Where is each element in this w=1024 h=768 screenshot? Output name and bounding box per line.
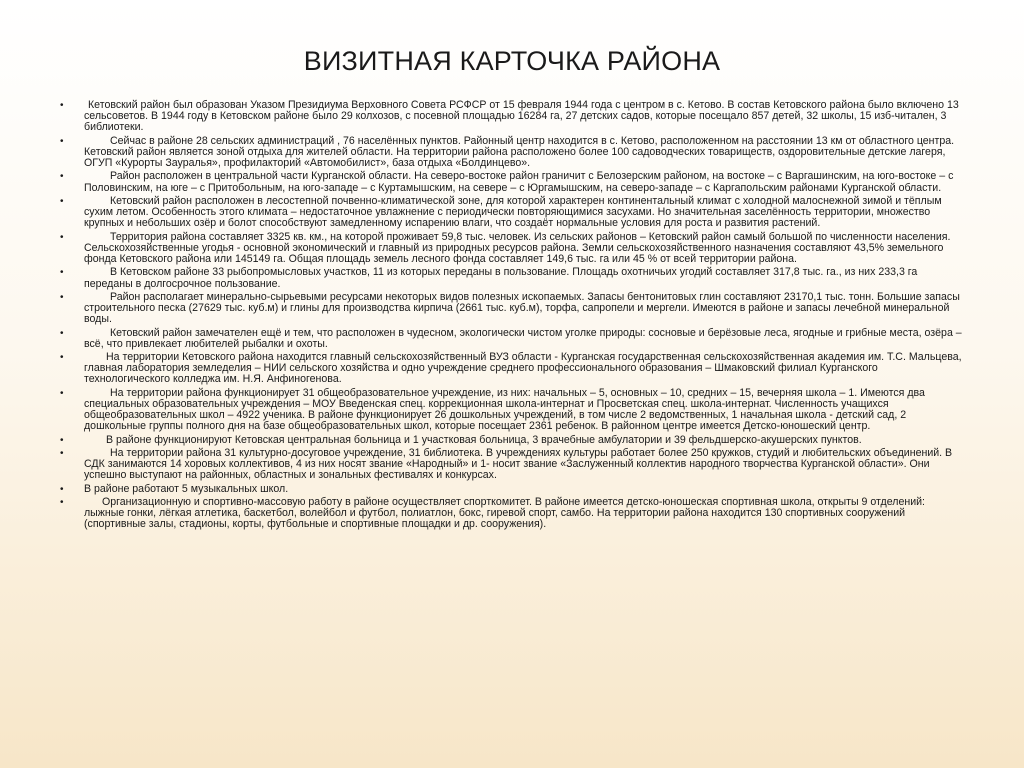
bullet-dot-icon: • <box>60 291 64 303</box>
bullet-dot-icon: • <box>60 434 64 446</box>
bullet-item-2 <box>60 136 965 170</box>
bullet-dot-icon: • <box>60 483 64 495</box>
bullet-dot-icon: • <box>60 231 64 243</box>
bullet-text: Организационную и спортивно-массовую работу в районе осуществляет спорткомитет. В районе имеется детско-юношеская спортивная школа, открыты 9 отделений: лыжные гонки, лёгкая атлетика, баскетбол, волейбол и футбол, полиатлон, бокс, гиревой спорт, самбо. На территории района находится 130 спортивных сооружений (спортивные залы, стадионы, корты, футбольные и спортивные площадки и др. сооружения). <box>84 495 925 531</box>
bullet-list <box>60 100 965 533</box>
bullet-item-4 <box>60 196 965 230</box>
bullet-item-9 <box>60 352 965 386</box>
bullet-text: В Кетовском районе 33 рыбопромысловых участков, 11 из которых переданы в пользование. Площадь охотничьих угодий составляет 317,8 тыс. га., из них 233,3 га переданы в долгосрочное пользование. <box>84 266 918 290</box>
bullet-text: На территории Кетовского района находится главный сельскохозяйственный ВУЗ области - Курганская государственная сельскохозяйственная академия им. Т.С. Мальцева, главная лаборатория земледелия – НИИ сельского хозяйства и одно учреждение среднего профессионального образования – Шмаковский филиал Курганского технологического колледжа им. Н.Я. Анфиногенова. <box>84 351 962 386</box>
bullet-text: Сейчас в районе 28 сельских администраций , 76 населённых пунктов. Районный центр находится в с. Кетово, расположенном на расстоянии 13 км от областного центра. Кетовский район является зоной отдыха для жителей области. На территории района расположено более 100 садоводческих товариществ, оздоровительные детские лагеря, ОГУП «Курорты Зауралья», профилакторий «Автомобилист», база отдыха «Болдинцево». <box>84 134 955 170</box>
bullet-item-11 <box>60 435 965 446</box>
bullet-dot-icon: • <box>60 100 64 111</box>
bullet-dot-icon: • <box>60 171 64 183</box>
bullet-text: На территории района 31 культурно-досуговое учреждение, 31 библиотека. В учреждениях культуры работает более 250 кружков, студий и любительских объединений. В СДК занимаются 14 хоровых коллективов, 4 из них носят звание «Народный» и 1- носит звание «Заслуженный коллектив народного творчества Курганской области». Они успешно выступают на районных, областных и зональных фестивалях и конкурсах. <box>84 446 953 482</box>
bullet-text: Кетовский район замечателен ещё и тем, что расположен в чудесном, экологически чистом уголке природы: сосновые и берёзовые леса, ягодные и грибные места, озёра – всё, что привлекает любителей рыбалки и охоты. <box>84 326 962 350</box>
bullet-text: Район расположен в центральной части Курганской области. На северо-востоке район граничит с Белозерским районом, на востоке – с Варгашинским, на юго-востоке – с Половинским, на юге – с Притобольным, на юго-западе – с Куртамышским, на севере – с Юргамышским, на северо-западе – с Каргапольским районами Курганской области. <box>84 170 954 194</box>
bullet-dot-icon: • <box>60 135 64 147</box>
slide-title: ВИЗИТНАЯ КАРТОЧКА РАЙОНА <box>303 46 721 76</box>
bullet-item-3 <box>60 171 965 193</box>
bullet-dot-icon: • <box>60 496 64 508</box>
bullet-item-10 <box>60 388 965 433</box>
bullet-item-5 <box>60 232 965 266</box>
bullet-item-14 <box>60 497 965 531</box>
bullet-item-6 <box>60 267 965 289</box>
bullet-dot-icon: • <box>60 352 64 364</box>
bullet-text: Кетовский район был образован Указом Президиума Верховного Совета РСФСР от 15 февраля 1944 года с центром в с. Кетово. В состав Кетовского района было включено 13 сельсоветов. В 1944 году в Кетовском районе было 29 колхозов, с посевной площадью 16284 га, 27 детских садов, которые посещало 857 детей, 32 школы, 15 изб-читален, 3 библиотеки. <box>84 99 959 134</box>
bullet-dot-icon: • <box>60 447 64 459</box>
bullet-text: На территории района функционирует 31 общеобразовательное учреждение, из них: начальных – 5, основных – 10, средних – 15, вечерняя школа – 1. Имеются два специальных образовательных учреждения – МОУ Введенская спец. коррекционная школа-интернат и Просветская спец. школа-интернат. Численность учащихся общеобразовательных школ – 4922 ученика. В районе функционирует 26 дошкольных учреждений, в том числе 2 ведомственных, 1 начальная школа - детский сад, 2 дошкольные группы полного дня на базе общеобразовательных школ, которые посещает 2361 ребенок. В районном центре имеется Детско-юношеский центр. <box>84 386 925 433</box>
bullet-text: В районе функционируют Кетовская центральная больница и 1 участковая больница, 3 врачебные амбулатории и 39 фельдшерско-акушерских пунктов. <box>106 433 862 446</box>
bullet-text: Территория района составляет 3325 кв. км., на которой проживает 59,8 тыс. человек. Из сельских районов – Кетовский район самый большой по численности населения. Сельскохозяйственные угодья - основной экономический и главный из природных ресурсов района. Земли сельскохозяйственного назначения составляют 43,5% земельного фонда Кетовского района или 145149 га. Общая площадь земель лесного фонда составляет 149,6 тыс. га или 45 % от всей территории района. <box>84 230 951 266</box>
bullet-item-12 <box>60 448 965 482</box>
bullet-text: Кетовский район расположен в лесостепной почвенно-климатической зоне, для которой характерен континентальный климат с холодной малоснежной зимой и тёплым сухим летом. Особенность этого климата – недостаточное увлажнение с периодически повторяющимися засухами. Но значительная заселённость территории, множество крупных и небольших озёр и болот способствуют замедленному испарению влаги, что создаёт нормальные условия для роста и развития растений. <box>84 194 942 230</box>
bullet-item-8 <box>60 328 965 350</box>
bullet-dot-icon: • <box>60 387 64 399</box>
bullet-dot-icon: • <box>60 267 64 279</box>
bullet-item-13 <box>60 484 965 495</box>
bullet-item-7 <box>60 292 965 326</box>
bullet-item-1 <box>60 100 965 134</box>
bullet-text: Район располагает минерально-сырьевыми ресурсами некоторых видов полезных ископаемых. Запасы бентонитовых глин составляют 23170,1 тыс. тонн. Большие запасы строительного песка (27629 тыс. куб.м) и глины для производства кирпича (2661 тыс. куб.м), торфа, сапропели и мергели. Имеются в районе и запасы лечебной минеральной воды. <box>84 290 960 326</box>
bullet-text: В районе работают 5 музыкальных школ. <box>84 482 289 495</box>
bullet-dot-icon: • <box>60 327 64 339</box>
bullet-dot-icon: • <box>60 195 64 207</box>
